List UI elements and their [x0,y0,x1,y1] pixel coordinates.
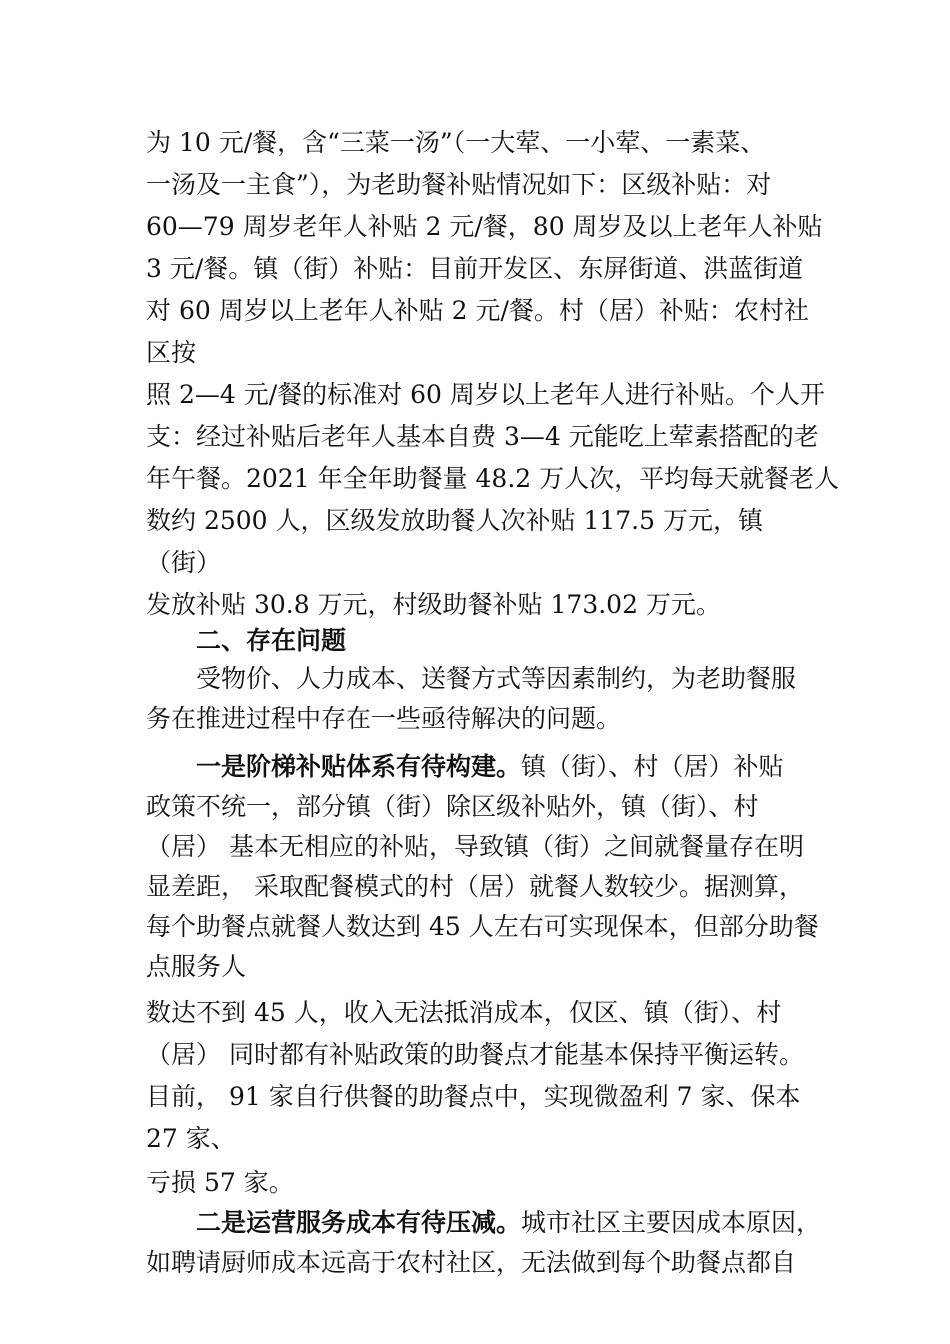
p3-line-6: 点服务人 [146,952,247,981]
p3-line-3: （居） 基本无相应的补贴，导致镇（街）之间就餐量存在明 [146,832,804,861]
p4-first-line-rest: 城市社区主要因成本原因， [521,1208,822,1237]
p3-line-10: 27 家、 [146,1124,236,1153]
p3-line-9: 目前， 91 家自行供餐的助餐点中，实现微盈利 7 家、保本 [146,1082,801,1111]
p3-line-8: （居） 同时都有补贴政策的助餐点才能基本保持平衡运转。 [146,1040,804,1069]
p1-line-6: 区按 [146,338,197,367]
p1-line-1: 为 10 元/餐，含“三菜一汤”（一大荤、一小荤、一素菜、 [146,128,766,157]
p3-line-1 [196,752,784,782]
section-heading: 二、存在问题 [196,626,347,655]
p2-line-1: 受物价、人力成本、送餐方式等因素制约，为老助餐服 [196,664,797,693]
p1-line-9: 年午餐。2021 年全年助餐量 48.2 万人次，平均每天就餐老人 [146,464,840,493]
p1-line-8: 支：经过补贴后老年人基本自费 3—4 元能吃上荤素搭配的老 [146,422,819,451]
p3-bold-lead: 一是阶梯补贴体系有待构建。 [196,752,522,781]
p3-line-5: 每个助餐点就餐人数达到 45 人左右可实现保本，但部分助餐 [146,912,819,941]
p3-line-7: 数达不到 45 人，收入无法抵消成本，仅区、镇（街）、村 [146,998,782,1027]
p1-line-3: 60—79 周岁老年人补贴 2 元/餐，80 周岁及以上老年人补贴 [146,212,823,241]
p2-line-2: 务在推进过程中存在一些亟待解决的问题。 [146,704,622,733]
p1-line-2: 一汤及一主食”），为老助餐补贴情况如下：区级补贴：对 [146,170,772,199]
p4-bold-lead: 二是运营服务成本有待压减。 [196,1208,522,1237]
p1-line-12: 发放补贴 30.8 万元，村级助餐补贴 173.02 万元。 [146,590,721,619]
p1-line-10: 数约 2500 人，区级发放助餐人次补贴 117.5 万元，镇 [146,506,763,535]
p4-line-2: 如聘请厨师成本远高于农村社区，无法做到每个助餐点都自 [146,1248,797,1277]
p1-line-7: 照 2—4 元/餐的标准对 60 周岁以上老年人进行补贴。个人开 [146,380,825,409]
p1-line-5: 对 60 周岁以上老年人补贴 2 元/餐。村（居）补贴：农村社 [146,296,809,325]
p3-line-11: 亏损 57 家。 [146,1168,294,1197]
p1-line-4: 3 元/餐。镇（街）补贴：目前开发区、东屏街道、洪蓝街道 [146,254,804,283]
p3-first-line-rest: 镇（街）、村（居）补贴 [521,752,784,781]
p1-line-11: （街） [146,548,222,577]
p3-line-2: 政策不统一，部分镇（街）除区级补贴外，镇（街）、村 [146,792,759,821]
p3-line-4: 显差距， 采取配餐模式的村（居）就餐人数较少。据测算， [146,872,804,901]
p4-line-1 [196,1208,821,1238]
